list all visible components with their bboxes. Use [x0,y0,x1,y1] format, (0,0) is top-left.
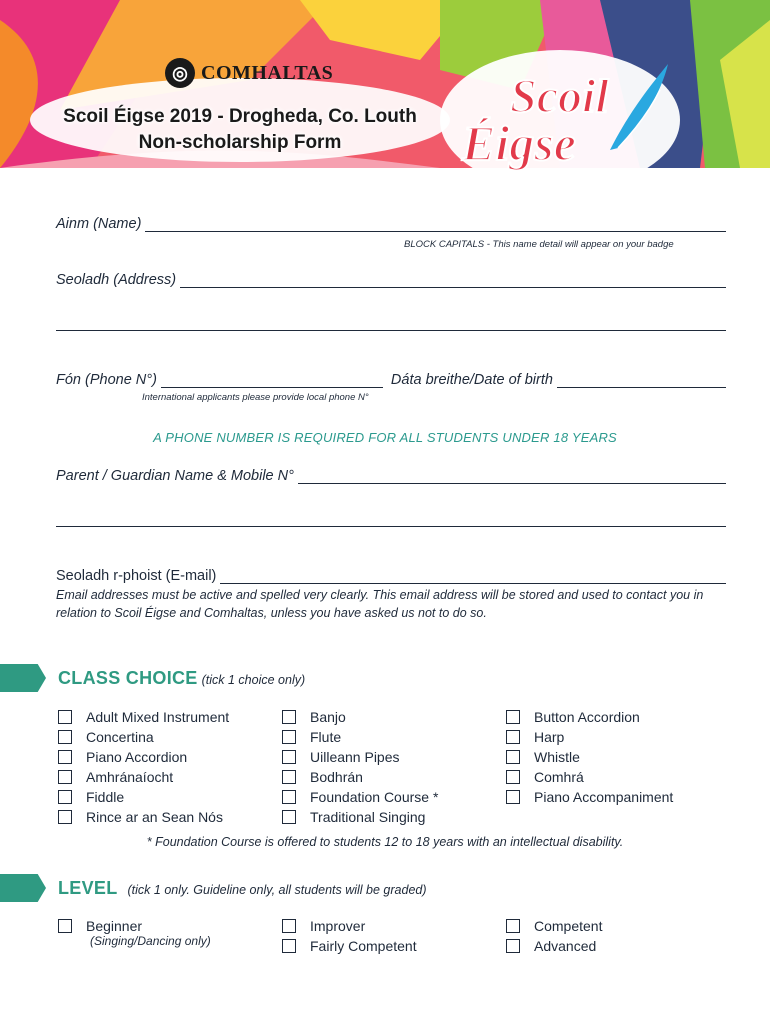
checkbox-option[interactable] [58,747,229,767]
checkbox[interactable] [58,730,72,744]
checkbox-label: Fairly Competent [310,938,417,954]
comhaltas-logo-icon: ◎ [165,58,195,88]
checkbox-option[interactable] [506,707,673,727]
checkbox-option[interactable] [282,787,438,807]
brand-name: COMHALTAS [201,61,334,84]
checkbox-option[interactable] [282,807,438,827]
checkbox-label: Beginner [86,918,143,934]
checkbox-label: Bodhrán [310,769,363,785]
checkbox-option[interactable] [58,707,229,727]
class-col-3 [506,707,673,807]
address-input-line-2[interactable] [56,316,726,331]
checkbox[interactable] [58,710,72,724]
address-label: Seoladh (Address) [56,272,177,288]
checkbox-label: Foundation Course * [310,789,439,805]
checkbox-label: Piano Accordion [86,749,188,765]
level-subtitle: (tick 1 only. Guideline only, all students will be graded) [127,883,427,897]
phone-label: Fón (Phone N°) [56,372,157,388]
checkbox-label: Harp [534,729,565,745]
guardian-input-line-2[interactable] [56,512,726,527]
page-title [40,104,440,156]
checkbox-option[interactable] [506,787,673,807]
phone-hint: International applicants please provide local phone N° [142,392,369,403]
class-col-2 [282,707,438,827]
checkbox-option[interactable] [282,707,438,727]
level-heading [58,878,427,899]
checkbox-label: Fiddle [86,789,125,805]
checkbox-option[interactable] [58,787,229,807]
checkbox-option[interactable] [58,767,229,787]
class-choice-title: CLASS CHOICE [58,668,198,688]
level-title: LEVEL [58,878,118,898]
checkbox-label: Whistle [534,749,580,765]
checkbox-label: Comhrá [534,769,584,785]
address-line-2[interactable] [56,316,726,331]
checkbox-label: Improver [310,918,366,934]
checkbox-label: Flute [310,729,342,745]
address-field[interactable] [56,272,726,288]
level-tag [0,874,46,902]
checkbox-option[interactable] [506,936,602,956]
dob-input-line[interactable] [557,373,726,388]
checkbox-option[interactable] [58,916,211,936]
checkbox[interactable] [506,710,520,724]
checkbox-option[interactable] [282,727,438,747]
level-col-1 [58,916,211,948]
checkbox-label: Button Accordion [534,709,640,725]
checkbox-option[interactable] [282,916,417,936]
checkbox-option[interactable] [506,767,673,787]
email-field[interactable] [56,568,726,584]
checkbox[interactable] [282,939,296,953]
checkbox-option[interactable] [58,807,229,827]
logo-line-2: Éigse [462,115,576,171]
phone-input-line[interactable] [161,373,383,388]
checkbox-option[interactable] [282,767,438,787]
checkbox[interactable] [282,730,296,744]
guardian-input-line[interactable] [298,469,726,484]
checkbox[interactable] [506,790,520,804]
checkbox-label: Adult Mixed Instrument [86,709,230,725]
phone-notice: A PHONE NUMBER IS REQUIRED FOR ALL STUDENTS UNDER 18 YEARS [153,430,617,445]
checkbox[interactable] [282,810,296,824]
foundation-footnote: * Foundation Course is offered to students 12 to 18 years with an intellectual disability. [146,835,624,849]
comhaltas-brand [165,58,333,88]
scoil-eigse-logo [440,60,670,190]
level-col-3 [506,916,602,956]
guardian-line-2[interactable] [56,512,726,527]
checkbox[interactable] [506,730,520,744]
name-input-line[interactable] [145,217,726,232]
checkbox[interactable] [506,919,520,933]
class-choice-tag [0,664,46,692]
checkbox-option[interactable] [282,936,417,956]
email-input-line[interactable] [220,569,726,584]
logo-line-1: Scoil [510,70,609,123]
checkbox-label: Banjo [310,709,346,725]
quill-feather-icon [610,64,668,150]
class-choice-heading [58,668,305,689]
checkbox-option[interactable] [506,916,602,936]
checkbox[interactable] [282,919,296,933]
beginner-note: (Singing/Dancing only) [90,934,211,948]
checkbox[interactable] [506,750,520,764]
email-note: Email addresses must be active and spelled very clearly. This email address will be stored and used to contact you in relation to Scoil Éigse and Comhaltas, unless you have asked us not to do so. [56,588,704,620]
checkbox-label: Advanced [534,938,597,954]
checkbox-label: Uilleann Pipes [310,749,400,765]
address-input-line[interactable] [180,273,726,288]
checkbox[interactable] [506,939,520,953]
checkbox-option[interactable] [506,727,673,747]
checkbox-label: Concertina [86,729,154,745]
checkbox[interactable] [282,710,296,724]
guardian-label: Parent / Guardian Name & Mobile N° [56,468,294,484]
checkbox-option[interactable] [506,747,673,767]
class-choice-subtitle: (tick 1 choice only) [201,673,306,687]
checkbox-label: Competent [534,918,603,934]
level-col-2 [282,916,417,956]
checkbox[interactable] [282,790,296,804]
name-field[interactable] [56,216,726,232]
checkbox-label: Amhránaíocht [86,769,174,785]
level-col-1-list [58,916,211,936]
checkbox-option[interactable] [58,727,229,747]
email-label: Seoladh r-phoist (E-mail) [56,568,217,584]
guardian-field[interactable] [56,468,726,484]
checkbox[interactable] [58,919,72,933]
checkbox[interactable] [58,750,72,764]
checkbox-label: Traditional Singing [310,809,426,825]
title-line-1: Scoil Éigse 2019 - Drogheda, Co. Louth [63,106,417,127]
checkbox[interactable] [282,770,296,784]
checkbox[interactable] [58,790,72,804]
class-col-1 [58,707,229,827]
checkbox[interactable] [506,770,520,784]
checkbox[interactable] [58,810,72,824]
checkbox[interactable] [282,750,296,764]
checkbox[interactable] [58,770,72,784]
title-line-2: Non-scholarship Form [138,132,342,153]
checkbox-label: Rince ar an Sean Nós [86,809,223,825]
name-label: Ainm (Name) [56,216,142,232]
name-hint: BLOCK CAPITALS - This name detail will appear on your badge [404,239,674,250]
phone-dob-row [56,372,726,388]
checkbox-option[interactable] [282,747,438,767]
checkbox-label: Piano Accompaniment [534,789,674,805]
dob-label: Dáta breithe/Date of birth [390,372,553,388]
